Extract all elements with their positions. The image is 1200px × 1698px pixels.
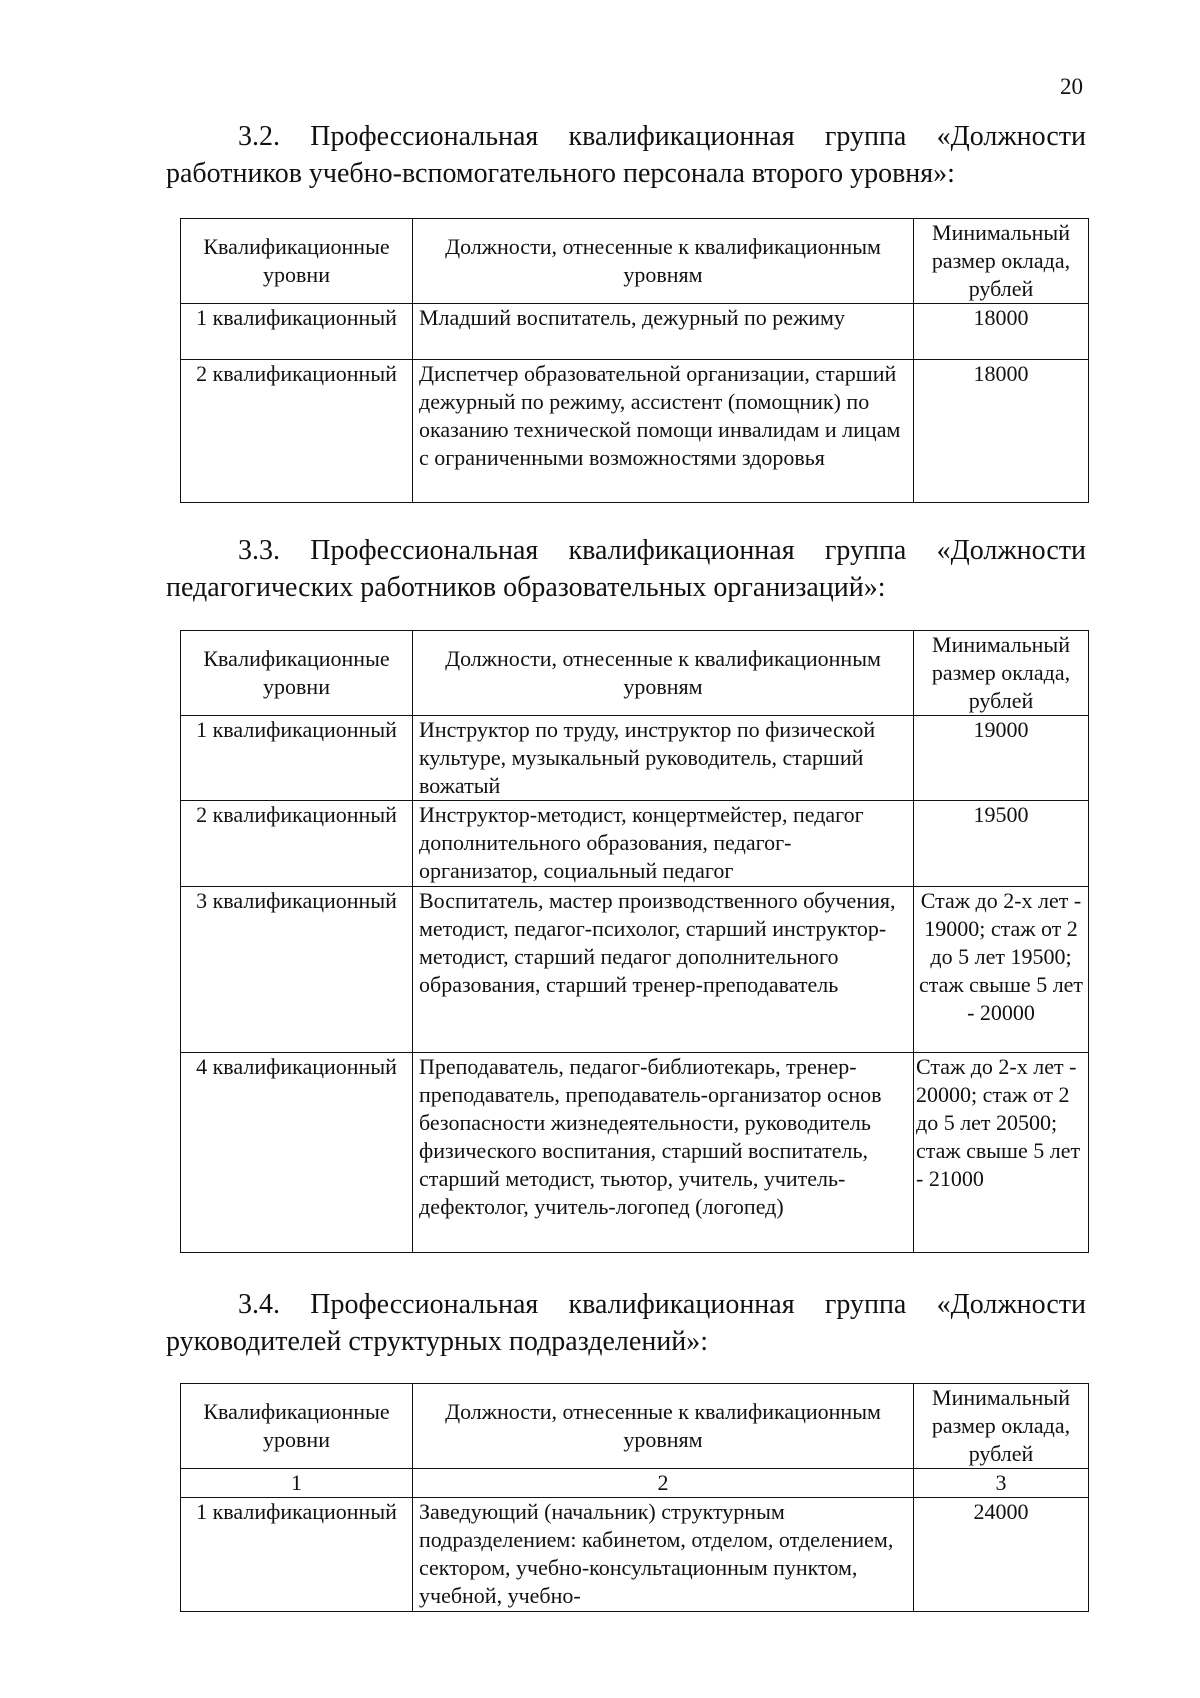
section-title-3-3 xyxy=(166,532,1086,606)
section-title-3-2 xyxy=(166,118,1086,192)
column-number-row xyxy=(181,1469,1089,1498)
header-cell: Минимальный размер оклада, рублей xyxy=(914,631,1089,716)
salary-cell: Стаж до 2-х лет - 19000; стаж от 2 до 5 лет 19500; стаж свыше 5 лет - 20000 xyxy=(914,887,1089,1053)
table-row xyxy=(181,801,1089,887)
table-row xyxy=(181,887,1089,1053)
header-cell: Должности, отнесенные к квалификационным уровням xyxy=(413,219,914,304)
table-header-row xyxy=(181,631,1089,716)
header-cell: Квалификационные уровни xyxy=(181,219,413,304)
section-title-line: педагогических работников образовательных организаций»: xyxy=(166,572,886,603)
positions-cell: Заведующий (начальник) структурным подразделением: кабинетом, отделом, отделением, сектором, учебно-консультационным пунктом, учебной, учебно- xyxy=(413,1498,914,1612)
salary-cell: 18000 xyxy=(914,360,1089,503)
salary-cell: 19500 xyxy=(914,801,1089,887)
column-number-cell: 2 xyxy=(413,1469,914,1498)
level-cell: 2 квалификационный xyxy=(181,360,413,503)
header-cell: Квалификационные уровни xyxy=(181,631,413,716)
column-number-cell: 1 xyxy=(181,1469,413,1498)
section-title-3-4 xyxy=(166,1286,1086,1360)
level-cell: 4 квалификационный xyxy=(181,1053,413,1253)
table-row xyxy=(181,360,1089,503)
table-header-row xyxy=(181,219,1089,304)
header-cell: Должности, отнесенные к квалификационным уровням xyxy=(413,1384,914,1469)
section-title-line: 3.2. Профессиональная квалификационная группа «Должности xyxy=(238,121,1086,152)
positions-cell: Инструктор-методист, концертмейстер, педагог дополнительного образования, педагог-организатор, социальный педагог xyxy=(413,801,914,887)
section-title-line: работников учебно-вспомогательного персонала второго уровня»: xyxy=(166,158,955,189)
salary-cell: 19000 xyxy=(914,716,1089,801)
positions-cell: Младший воспитатель, дежурный по режиму xyxy=(413,304,914,360)
salary-cell: 18000 xyxy=(914,304,1089,360)
level-cell: 1 квалификационный xyxy=(181,304,413,360)
salary-cell: Стаж до 2-х лет - 20000; стаж от 2 до 5 лет 20500; стаж свыше 5 лет - 21000 xyxy=(914,1053,1089,1253)
section-title-line: 3.3. Профессиональная квалификационная группа «Должности xyxy=(238,535,1086,566)
level-cell: 2 квалификационный xyxy=(181,801,413,887)
positions-cell: Диспетчер образовательной организации, старший дежурный по режиму, ассистент (помощник) по оказанию технической помощи инвалидам и лицам с ограниченными возможностями здоровья xyxy=(413,360,914,503)
level-cell: 3 квалификационный xyxy=(181,887,413,1053)
table-header-row xyxy=(181,1384,1089,1469)
table-3-2 xyxy=(180,218,1089,503)
table-row xyxy=(181,304,1089,360)
level-cell: 1 квалификационный xyxy=(181,1498,413,1612)
section-title-line: руководителей структурных подразделений»: xyxy=(166,1326,709,1357)
positions-cell: Преподаватель, педагог-библиотекарь, тренер-преподаватель, преподаватель-организатор основ безопасности жизнедеятельности, руководитель физического воспитания, старший воспитатель, старший методист, тьютор, учитель, учитель-дефектолог, учитель-логопед (логопед) xyxy=(413,1053,914,1253)
section-title-line: 3.4. Профессиональная квалификационная группа «Должности xyxy=(238,1289,1086,1320)
table-3-4 xyxy=(180,1383,1089,1612)
salary-cell: 24000 xyxy=(914,1498,1089,1612)
table-row xyxy=(181,1498,1089,1612)
header-cell: Минимальный размер оклада, рублей xyxy=(914,1384,1089,1469)
positions-cell: Инструктор по труду, инструктор по физической культуре, музыкальный руководитель, старший вожатый xyxy=(413,716,914,801)
header-cell: Минимальный размер оклада, рублей xyxy=(914,219,1089,304)
positions-cell: Воспитатель, мастер производственного обучения, методист, педагог-психолог, старший инструктор-методист, старший педагог дополнительного образования, старший тренер-преподаватель xyxy=(413,887,914,1053)
table-row xyxy=(181,716,1089,801)
level-cell: 1 квалификационный xyxy=(181,716,413,801)
header-cell: Должности, отнесенные к квалификационным уровням xyxy=(413,631,914,716)
table-row xyxy=(181,1053,1089,1253)
table-3-3 xyxy=(180,630,1089,1253)
page-number: 20 xyxy=(1060,74,1083,99)
header-cell: Квалификационные уровни xyxy=(181,1384,413,1469)
column-number-cell: 3 xyxy=(914,1469,1089,1498)
